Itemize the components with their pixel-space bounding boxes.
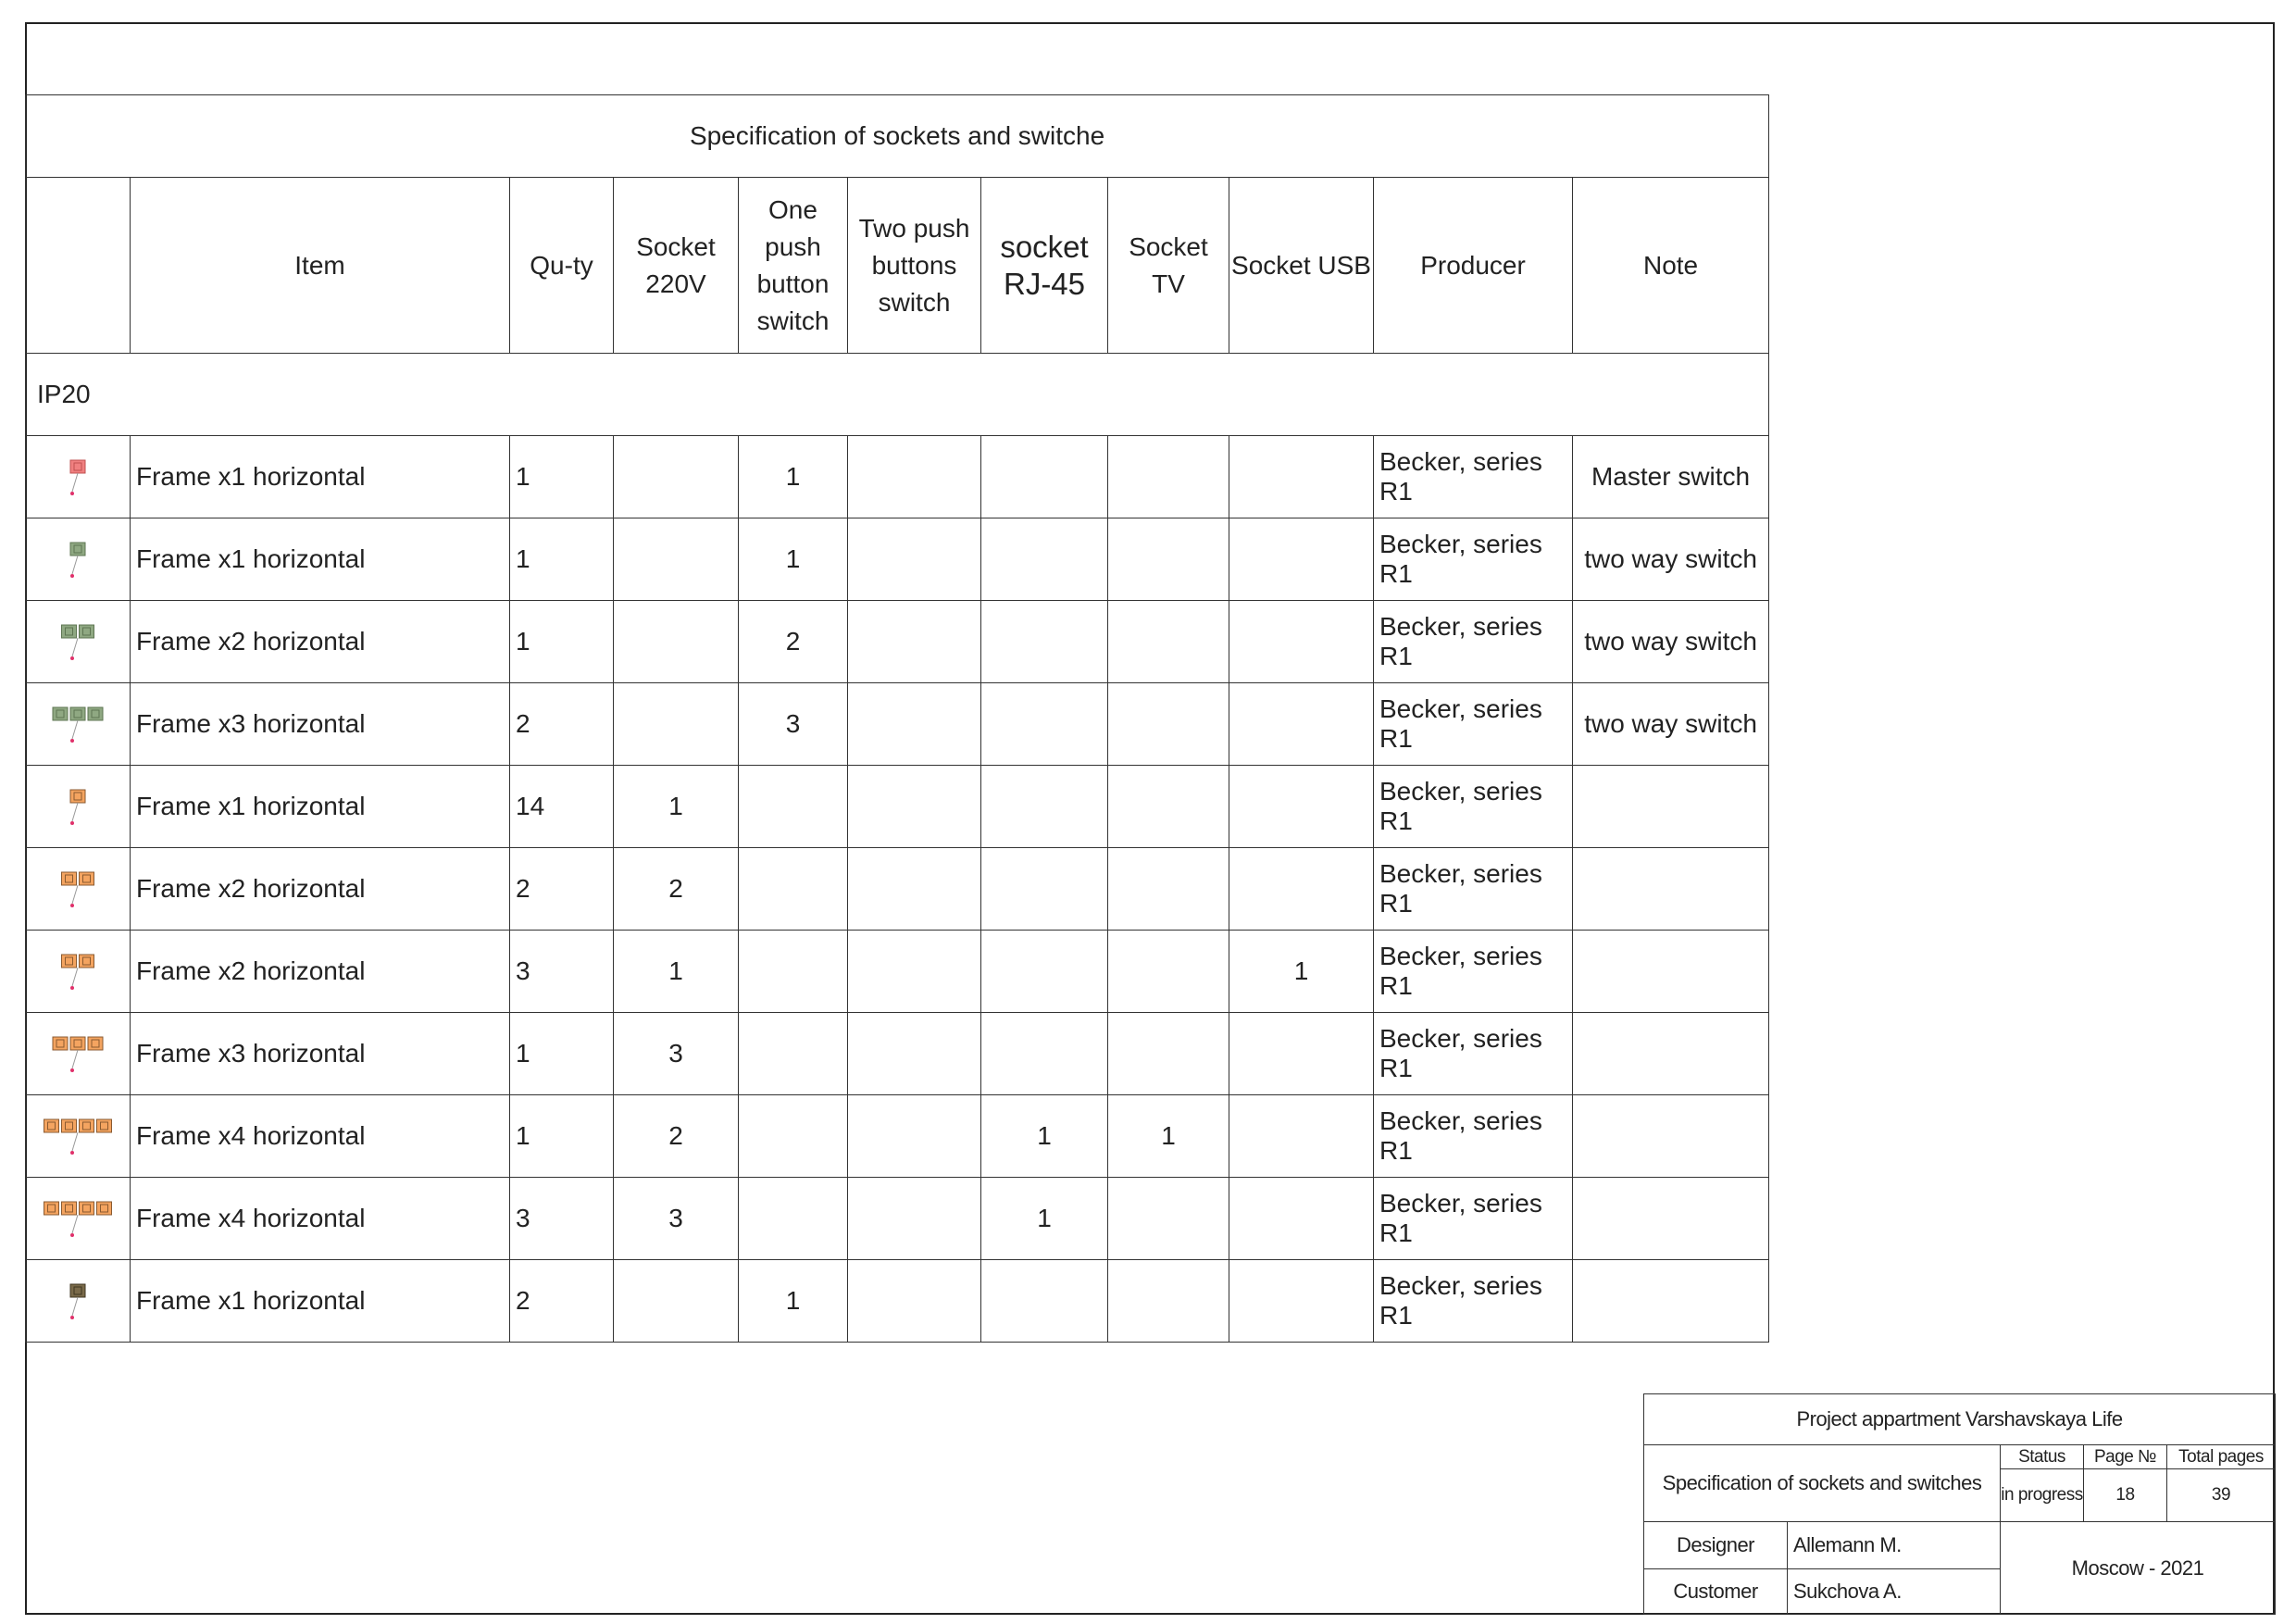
cell-socket-220v: 2	[614, 848, 739, 931]
cell-usb	[1229, 766, 1374, 848]
cell-usb	[1229, 1095, 1374, 1178]
header-socket-220v	[614, 178, 739, 354]
cell-icon	[26, 518, 131, 601]
sheet-name: Specification of sockets and switches	[1644, 1444, 2001, 1521]
cell-socket-220v	[614, 601, 739, 683]
cell-two-push	[848, 518, 981, 601]
cell-qty: 2	[510, 683, 614, 766]
header-line: TV	[1152, 269, 1185, 298]
switch-1-red-icon	[26, 449, 130, 505]
cell-note: two way switch	[1573, 601, 1769, 683]
cell-producer: Becker, series R1	[1374, 1013, 1573, 1095]
cell-producer: Becker, series R1	[1374, 518, 1573, 601]
cell-usb	[1229, 1260, 1374, 1343]
cell-item: Frame x2 horizontal	[131, 601, 510, 683]
header-item: Item	[131, 178, 510, 354]
cell-rj45: 1	[981, 1178, 1108, 1260]
cell-icon	[26, 1095, 131, 1178]
cell-note: Master switch	[1573, 436, 1769, 518]
table-row	[26, 766, 1769, 848]
cell-qty: 14	[510, 766, 614, 848]
cell-usb	[1229, 1178, 1374, 1260]
cell-qty: 3	[510, 931, 614, 1013]
total-pages-value: 39	[2167, 1469, 2276, 1522]
cell-note	[1573, 1095, 1769, 1178]
header-two-push-switch	[848, 178, 981, 354]
cell-qty: 1	[510, 601, 614, 683]
cell-producer: Becker, series R1	[1374, 1178, 1573, 1260]
cell-item: Frame x4 horizontal	[131, 1095, 510, 1178]
header-line: switch	[878, 287, 951, 317]
cell-socket-220v: 3	[614, 1013, 739, 1095]
header-line: button	[756, 269, 830, 298]
cell-two-push	[848, 1260, 981, 1343]
cell-two-push	[848, 601, 981, 683]
cell-icon	[26, 436, 131, 518]
cell-one-push	[739, 931, 848, 1013]
cell-item: Frame x2 horizontal	[131, 931, 510, 1013]
header-qty: Qu-ty	[510, 178, 614, 354]
status-value: in progress	[2001, 1469, 2084, 1522]
table-body	[26, 436, 1769, 1343]
cell-rj45	[981, 931, 1108, 1013]
cell-two-push	[848, 1178, 981, 1260]
cell-item: Frame x1 horizontal	[131, 1260, 510, 1343]
cell-qty: 3	[510, 1178, 614, 1260]
cell-one-push: 1	[739, 436, 848, 518]
cell-qty: 1	[510, 518, 614, 601]
cell-one-push: 1	[739, 1260, 848, 1343]
header-line: push	[765, 231, 821, 261]
designer-label: Designer	[1644, 1522, 1788, 1569]
page-label: Page №	[2084, 1444, 2167, 1468]
total-pages-label: Total pages	[2167, 1444, 2276, 1468]
cell-one-push: 3	[739, 683, 848, 766]
cell-note	[1573, 848, 1769, 931]
cell-producer: Becker, series R1	[1374, 601, 1573, 683]
cell-icon	[26, 1260, 131, 1343]
cell-qty: 1	[510, 1095, 614, 1178]
switch-1-green-icon	[26, 531, 130, 587]
table-row	[26, 1260, 1769, 1343]
cell-socket-220v	[614, 683, 739, 766]
header-line: Two push	[858, 213, 970, 243]
cell-producer: Becker, series R1	[1374, 436, 1573, 518]
socket-2-orange-icon	[26, 861, 130, 917]
table-row	[26, 931, 1769, 1013]
cell-item: Frame x4 horizontal	[131, 1178, 510, 1260]
cell-usb	[1229, 1013, 1374, 1095]
cell-two-push	[848, 931, 981, 1013]
cell-one-push	[739, 1178, 848, 1260]
cell-producer: Becker, series R1	[1374, 683, 1573, 766]
cell-icon	[26, 1013, 131, 1095]
table-row	[26, 518, 1769, 601]
cell-socket-220v	[614, 518, 739, 601]
cell-usb: 1	[1229, 931, 1374, 1013]
cell-tv	[1108, 931, 1229, 1013]
status-label: Status	[2001, 1444, 2084, 1468]
cell-socket-220v: 3	[614, 1178, 739, 1260]
cell-socket-220v: 2	[614, 1095, 739, 1178]
cell-icon	[26, 766, 131, 848]
cell-socket-220v	[614, 436, 739, 518]
cell-tv: 1	[1108, 1095, 1229, 1178]
cell-rj45	[981, 1260, 1108, 1343]
cell-qty: 1	[510, 1013, 614, 1095]
project-name: Project appartment Varshavskaya Life	[1644, 1394, 2276, 1445]
cell-item: Frame x1 horizontal	[131, 436, 510, 518]
cell-rj45: 1	[981, 1095, 1108, 1178]
specification-table	[25, 94, 1769, 1343]
cell-rj45	[981, 518, 1108, 601]
cell-one-push	[739, 1095, 848, 1178]
header-socket-rj45	[981, 178, 1108, 354]
cell-producer: Becker, series R1	[1374, 931, 1573, 1013]
cell-tv	[1108, 436, 1229, 518]
cell-two-push	[848, 1013, 981, 1095]
cell-tv	[1108, 601, 1229, 683]
cell-producer: Becker, series R1	[1374, 1260, 1573, 1343]
header-socket-tv	[1108, 178, 1229, 354]
socket-usb-2-orange-icon	[26, 943, 130, 999]
cell-note: two way switch	[1573, 518, 1769, 601]
cell-producer: Becker, series R1	[1374, 1095, 1573, 1178]
socket-1-orange-icon	[26, 779, 130, 834]
page-value: 18	[2084, 1469, 2167, 1522]
header-line: One	[768, 194, 817, 224]
cell-two-push	[848, 683, 981, 766]
header-line: socket	[1000, 229, 1089, 264]
table-row	[26, 683, 1769, 766]
cell-item: Frame x3 horizontal	[131, 683, 510, 766]
header-line: buttons	[871, 250, 957, 280]
table-row	[26, 436, 1769, 518]
cell-one-push: 2	[739, 601, 848, 683]
cell-tv	[1108, 1178, 1229, 1260]
switch-2-green-icon	[26, 614, 130, 669]
cell-icon	[26, 931, 131, 1013]
cell-note	[1573, 766, 1769, 848]
cell-tv	[1108, 1260, 1229, 1343]
cell-usb	[1229, 518, 1374, 601]
cell-producer: Becker, series R1	[1374, 766, 1573, 848]
cell-note	[1573, 1013, 1769, 1095]
cell-note	[1573, 931, 1769, 1013]
table-row	[26, 1095, 1769, 1178]
cell-note	[1573, 1260, 1769, 1343]
cell-item: Frame x2 horizontal	[131, 848, 510, 931]
header-icon	[26, 178, 131, 354]
cell-one-push	[739, 848, 848, 931]
socket-3-orange-icon	[26, 1026, 130, 1081]
cell-one-push	[739, 1013, 848, 1095]
section-ip20: IP20	[26, 354, 1769, 436]
header-line: 220V	[645, 269, 706, 298]
cell-two-push	[848, 1095, 981, 1178]
switch-3-green-icon	[26, 696, 130, 752]
cell-socket-220v	[614, 1260, 739, 1343]
cell-item: Frame x1 horizontal	[131, 766, 510, 848]
customer-label: Customer	[1644, 1569, 1788, 1615]
cell-icon	[26, 1178, 131, 1260]
cell-qty: 2	[510, 848, 614, 931]
cell-qty: 1	[510, 436, 614, 518]
cell-socket-220v: 1	[614, 766, 739, 848]
cell-one-push	[739, 766, 848, 848]
city-year: Moscow - 2021	[2001, 1522, 2276, 1615]
cell-qty: 2	[510, 1260, 614, 1343]
designer-name: Allemann M.	[1788, 1522, 2001, 1569]
cell-usb	[1229, 683, 1374, 766]
cell-icon	[26, 683, 131, 766]
table-row	[26, 601, 1769, 683]
cell-note: two way switch	[1573, 683, 1769, 766]
cell-two-push	[848, 848, 981, 931]
cell-producer: Becker, series R1	[1374, 848, 1573, 931]
cell-tv	[1108, 1013, 1229, 1095]
cell-rj45	[981, 601, 1108, 683]
cell-two-push	[848, 766, 981, 848]
header-note: Note	[1573, 178, 1769, 354]
header-socket-usb: Socket USB	[1229, 178, 1374, 354]
cell-rj45	[981, 848, 1108, 931]
cell-one-push: 1	[739, 518, 848, 601]
header-line: Socket	[636, 231, 716, 261]
cell-usb	[1229, 848, 1374, 931]
cell-rj45	[981, 436, 1108, 518]
cell-rj45	[981, 1013, 1108, 1095]
socket-4b-orange-icon	[26, 1191, 130, 1246]
cell-icon	[26, 848, 131, 931]
cell-tv	[1108, 766, 1229, 848]
switch-1-brown-icon	[26, 1273, 130, 1329]
header-one-push-switch	[739, 178, 848, 354]
cell-tv	[1108, 518, 1229, 601]
header-producer: Producer	[1374, 178, 1573, 354]
title-block	[1643, 1393, 2276, 1615]
table-row	[26, 1178, 1769, 1260]
header-line: switch	[756, 306, 830, 335]
cell-usb	[1229, 436, 1374, 518]
cell-rj45	[981, 766, 1108, 848]
cell-note	[1573, 1178, 1769, 1260]
table-row	[26, 848, 1769, 931]
cell-item: Frame x3 horizontal	[131, 1013, 510, 1095]
cell-tv	[1108, 848, 1229, 931]
cell-tv	[1108, 683, 1229, 766]
table-row	[26, 1013, 1769, 1095]
socket-4-orange-icon	[26, 1108, 130, 1164]
cell-icon	[26, 601, 131, 683]
cell-two-push	[848, 436, 981, 518]
table-title: Specification of sockets and switche	[26, 95, 1769, 178]
cell-item: Frame x1 horizontal	[131, 518, 510, 601]
header-line: RJ-45	[1003, 266, 1086, 301]
cell-rj45	[981, 683, 1108, 766]
header-line: Socket	[1129, 231, 1208, 261]
cell-usb	[1229, 601, 1374, 683]
cell-socket-220v: 1	[614, 931, 739, 1013]
customer-name: Sukchova A.	[1788, 1569, 2001, 1615]
